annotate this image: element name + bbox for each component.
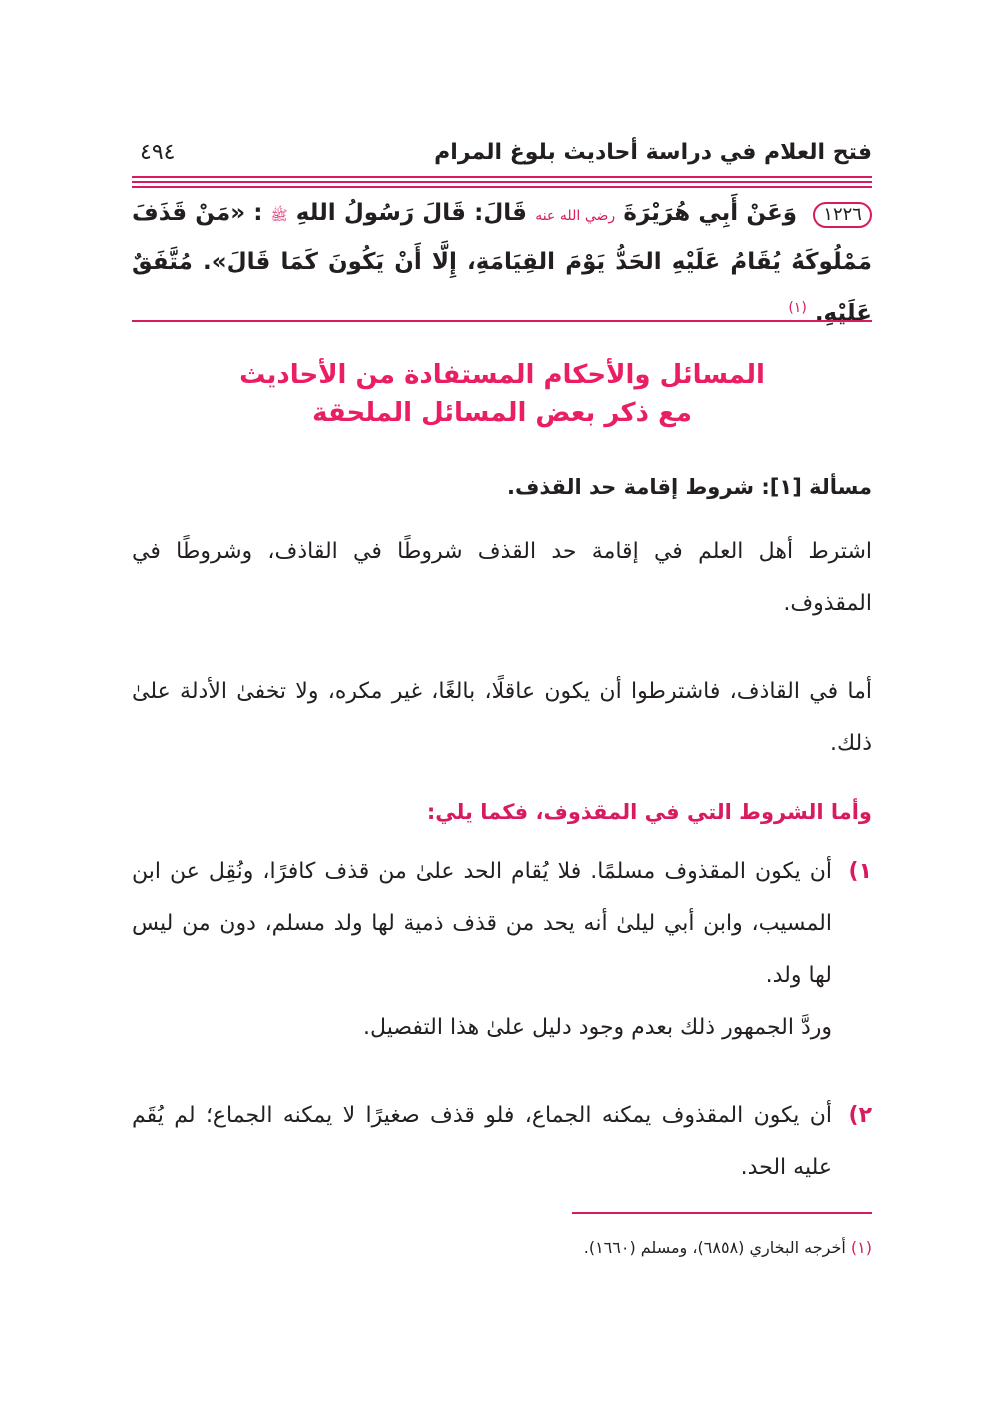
footnote-number: (١)	[850, 1238, 872, 1257]
header-rule-bottom	[132, 186, 872, 188]
footnote-text: أخرجه البخاري (٦٨٥٨)، ومسلم (١٦٦٠).	[583, 1238, 846, 1257]
masala-label: مسألة [١]:	[761, 475, 872, 499]
footnote	[132, 1238, 872, 1257]
header-rule-top	[132, 176, 872, 178]
hadith-attribution: قَالَ: قَالَ رَسُولُ اللهِ	[295, 200, 527, 226]
section-separator	[132, 320, 872, 322]
honorific-salawat: ﷺ	[270, 208, 288, 224]
conditions-subheading: وأما الشروط التي في المقذوف، فكما يلي:	[426, 800, 872, 824]
section-heading-line2: مع ذكر بعض المسائل الملحقة	[312, 398, 692, 428]
hadith-narrator: وَعَنْ أَبِي هُرَيْرَةَ	[623, 200, 798, 226]
masala-title: شروط إقامة حد القذف.	[507, 475, 755, 499]
list-number-1: ١)	[848, 859, 872, 884]
header-rule-middle	[132, 181, 872, 183]
page-number: ٤٩٤	[140, 140, 176, 165]
list-number-2: ٢)	[848, 1103, 872, 1128]
section-heading	[132, 356, 872, 432]
list-text-1: أن يكون المقذوف مسلمًا. فلا يُقام الحد علىٰ من قذف كافرًا، ونُقِل عن ابن المسيب، وابن أبي ليلىٰ أنه يحد من قذف ذمية لها ولد مسلم، دون من ليس لها ولد.	[132, 859, 832, 988]
list-item-1	[132, 846, 872, 1054]
footnote-reference[interactable]: (١)	[788, 300, 807, 316]
hadith-number-badge: ١٢٢٦	[813, 202, 872, 228]
list-text-2: أن يكون المقذوف يمكنه الجماع، فلو قذف صغيرًا لا يمكنه الجماع؛ لم يُقَم عليه الحد.	[132, 1103, 832, 1180]
hadith-text	[132, 190, 872, 337]
paragraph-1: اشترط أهل العلم في إقامة حد القذف شروطًا في القاذف، وشروطًا في المقذوف.	[132, 539, 872, 616]
masala-heading	[132, 475, 872, 499]
honorific-radiallahu: رضي الله عنه	[535, 208, 616, 224]
list-note-1: وردَّ الجمهور ذلك بعدم وجود دليل علىٰ هذا التفصيل.	[363, 1015, 832, 1040]
book-title: فتح العلام في دراسة أحاديث بلوغ المرام	[434, 140, 872, 165]
section-heading-line1: المسائل والأحكام المستفادة من الأحاديث	[239, 360, 765, 390]
hadith-matn: : «مَنْ قَذَفَ مَمْلُوكَهُ يُقَامُ عَلَيْهِ الحَدُّ يَوْمَ القِيَامَةِ، إِلَّا أَنْ يَكُونَ كَمَا قَالَ». مُتَّفَقٌ عَلَيْهِ.	[132, 200, 872, 327]
running-header	[132, 132, 872, 172]
paragraph-2: أما في القاذف، فاشترطوا أن يكون عاقلًا، بالغًا، غير مكره، ولا تخفىٰ الأدلة علىٰ ذلك.	[132, 679, 872, 756]
list-item-2	[132, 1090, 872, 1194]
footnote-separator	[572, 1212, 872, 1214]
